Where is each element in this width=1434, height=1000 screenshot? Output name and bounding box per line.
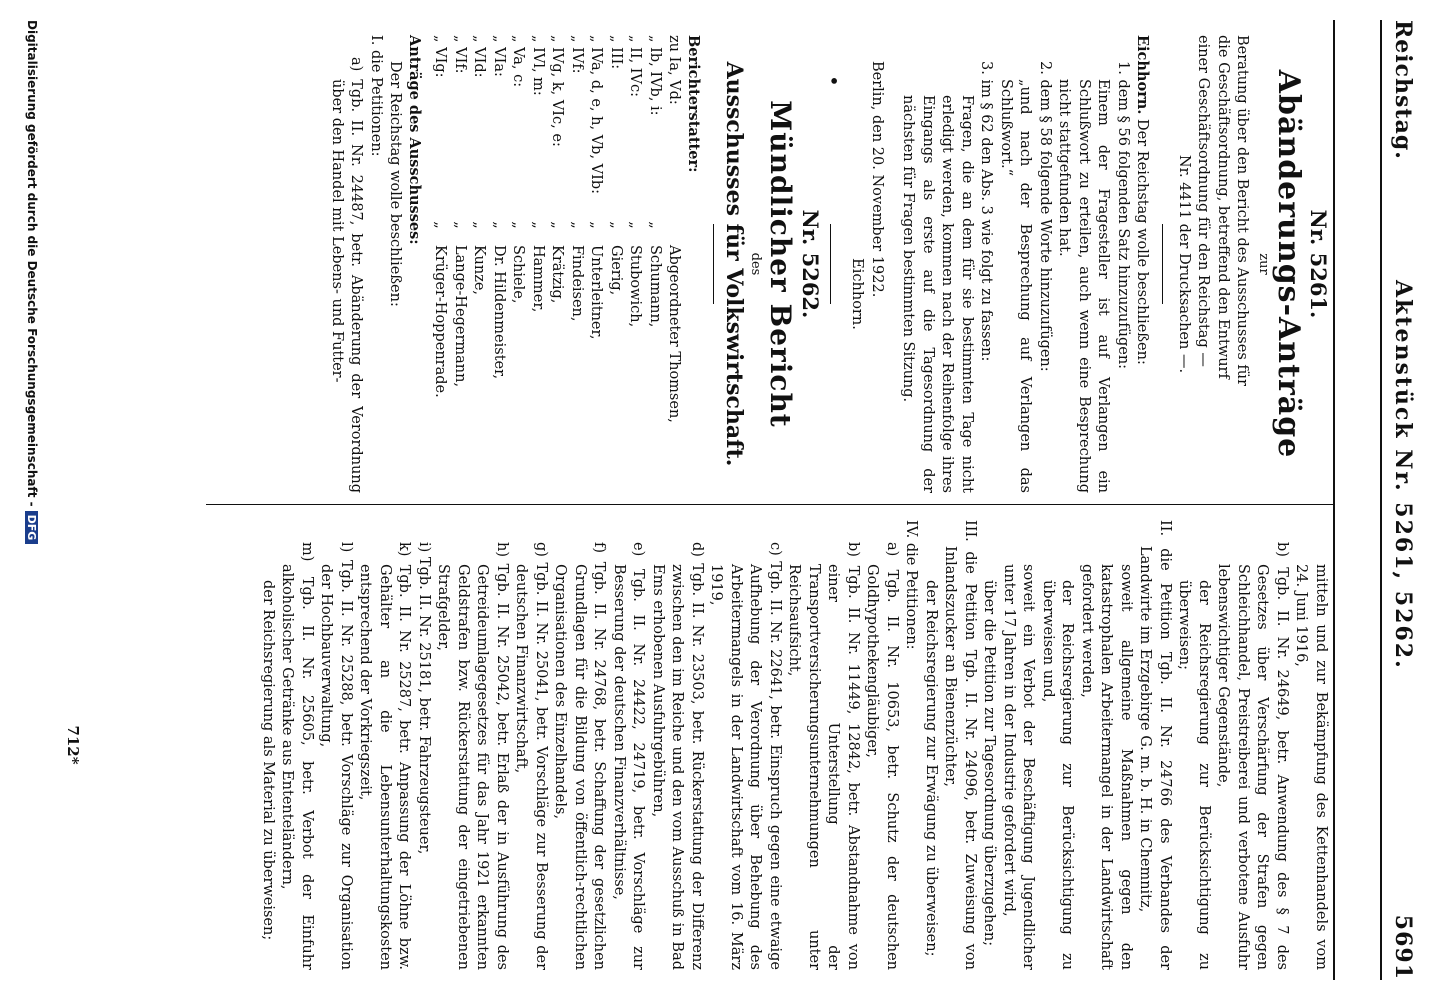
- header-rule-lower: [1333, 20, 1335, 980]
- heading-nr-5262: Nr. 5262.: [798, 209, 823, 319]
- zur-label: zur: [1256, 253, 1271, 275]
- running-head: [1384, 20, 1424, 980]
- petition-Ia: a) Tgb. II. Nr. 24487, betr. Abänderung der Verordnung über den Handel mit Lebens- und Futter-: [329, 57, 365, 493]
- amendment-3-text: Fragen, die an dem für sie bestimmten Tage nicht erledigt werden, kommen nach der Reihenfolge ihres Eingangs als erste auf die Tagesordnung der nächsten für Fragen bestimmten Sitzung.: [900, 95, 975, 493]
- reporter-ditto: „: [588, 221, 605, 229]
- petition-IV-item: m) Tgb. II. Nr. 25605, betr. Verbot der Einfuhr alkoholischer Getränke aus Ententeländern,: [279, 542, 315, 970]
- left-column: [327, 35, 1331, 493]
- page-number-top: 5691: [1390, 914, 1416, 980]
- right-column: [258, 520, 1331, 970]
- section-IV: IV. die Petitionen:: [903, 520, 920, 650]
- table-row: [450, 35, 470, 493]
- reporter-name: Kunze,: [471, 245, 488, 296]
- reporter-scope: „ III:: [608, 35, 624, 70]
- petition-IV-item: k) Tgb. II. Nr. 25287, betr. Anpassung der Löhne bzw. Gehälter an die Lebensunterhaltungskosten entsprechend der Vorkriegszeit,: [357, 542, 413, 970]
- section-II-decision2: über die Petition zur Tagesordnung überzugehen;: [981, 580, 998, 947]
- reporter-name: Krätzig,: [549, 245, 566, 304]
- reporter-ditto: „: [452, 221, 468, 229]
- page-number-bottom: 712*: [64, 725, 82, 765]
- table-row: [547, 35, 567, 493]
- petition-IV-item: i) Tgb. II. Nr. 25181, betr. Fahrzeugsteuer,: [416, 542, 432, 855]
- place-date: Berlin, den 20. November 1922.: [869, 61, 885, 298]
- petition-Ib: b) Tgb. II. Nr. 24649, betr. Anwendung des § 7 des Gesetzes über Verschärfung der Strafen gegen Schleichhandel, Preistreiberei und verbotene Ausfuhr lebenswichtiger Gegenstände,: [1215, 542, 1290, 970]
- reporter-name: Stubowich,: [627, 245, 644, 328]
- running-head-left: Reichstag.: [1390, 20, 1416, 160]
- reporter-scope: „ Va, c:: [510, 35, 527, 88]
- reporter-ditto: „: [608, 221, 624, 229]
- column-divider: [206, 504, 1333, 505]
- reporter-name: Findeisen,: [569, 245, 585, 322]
- petition-IV-item: l) Tgb. II. Nr. 25288, betr. Vorschläge zur Organisation der Hochbauverwaltung,: [318, 542, 354, 970]
- amendment-3: 3. im § 62 den Abs. 3 wie folgt zu fassen:: [978, 61, 995, 362]
- section-I: I. die Petitionen:: [368, 35, 384, 157]
- reporter-name: Krüger-Hoppenrade.: [432, 245, 449, 398]
- section-II: II. die Petition Tgb. II. Nr. 24766 des Verbandes der Landwirte im Erzgebirge G. m. b. H. in Chemnitz,: [1137, 520, 1173, 970]
- reporter-scope: „ IVa, d, e, h, Vb, VIb:: [588, 35, 605, 195]
- petition-IV-item: b) Tgb. II. Nr. 11449, 12842, betr. Abstandnahme von einer Unterstellung der Transportversicherungsunternehmungen unter Reichsaufsicht,: [786, 542, 861, 970]
- table-row: [469, 35, 489, 493]
- petition-Ib-decision: der Reichsregierung zur Berücksichtigung zu überweisen;: [1176, 580, 1212, 970]
- bullet-mark: •: [822, 75, 846, 87]
- dfg-logo: DFG: [25, 511, 38, 545]
- separator: [713, 224, 714, 304]
- eichhorn-text: Der Reichstag wolle beschließen:: [1134, 118, 1151, 365]
- petition-IV-item: d) Tgb. II. Nr. 23503, betr. Rückerstattung der Differenz zwischen den im Reiche und den vom Ausschuß in Bad Ems erhobenen Ausfuhrgebühren,: [650, 542, 705, 970]
- reporter-scope: „ VId:: [471, 35, 488, 78]
- intro-line: Beratung über den Bericht des Ausschusses für: [1234, 35, 1251, 387]
- berichterstatter-head: Berichterstatter:: [685, 35, 702, 173]
- reporter-name: Lange-Hegermann,: [452, 245, 468, 388]
- table-row: [528, 35, 548, 493]
- table-row: [606, 35, 626, 493]
- reporter-scope: „ IVg, k, VIc, e:: [549, 35, 566, 147]
- reporter-name: Schumann,: [647, 245, 663, 328]
- petition-Ia-cont: mitteln und zur Bekämpfung des Kettenhandels vom 24. Juni 1916,: [1293, 564, 1329, 970]
- reporter-ditto: „: [471, 221, 488, 229]
- reporter-ditto: „: [510, 221, 527, 229]
- header-rule: [1380, 20, 1382, 980]
- section-II-part2: soweit ein Verbot der Beschäftigung Jugendlicher unter 17 Jahren in der Industrie gefordert wird,: [1001, 564, 1037, 970]
- section-II-decision1: der Reichsregierung zur Berücksichtigung zu überweisen und,: [1040, 580, 1076, 970]
- reporter-name: Gierig,: [608, 245, 624, 296]
- amendment-1: 1. dem § 56 folgenden Satz hinzuzufügen:: [1115, 61, 1131, 370]
- reporter-name: Abgeordneter Thomsen,: [666, 245, 683, 423]
- amendment-2: 2. dem § 58 folgende Worte hinzuzufügen:: [1037, 61, 1053, 372]
- subtitle-ausschuss: Ausschusses für Volkswirtschaft.: [721, 61, 748, 467]
- reporter-ditto: „: [647, 221, 663, 229]
- reporter-scope: „ Ib, IVb, i:: [647, 35, 663, 116]
- intro-line: die Geschäftsordnung, betreffend den Entwurf: [1215, 35, 1231, 379]
- petition-IV-item: c) Tgb. II. Nr. 22641, betr. Einspruch gegen eine etwaige Aufhebung der Verordnung über Behebung des Arbeitermangels in der Landwirtschaft vom 16. März 1919,: [708, 542, 783, 970]
- eichhorn-head: Eichhorn.: [1134, 35, 1152, 115]
- reporter-ditto: „: [432, 221, 449, 229]
- reporter-scope: „ VIf:: [452, 35, 468, 74]
- reporter-name: Unterleitner,: [588, 245, 605, 340]
- section-III: III. die Petition Tgb. II. Nr. 24096, betr. Zuweisung von Inlandszucker an Bienenzüchter,: [942, 520, 978, 970]
- reporter-name: Hammer,: [530, 245, 546, 313]
- reporter-ditto: „: [549, 221, 566, 229]
- separator: [830, 224, 831, 304]
- reporters-table: [430, 35, 684, 493]
- amendment-2-text: „und nach der Besprechung auf Verlangen das Schlußwort.“: [998, 79, 1034, 493]
- table-row: [586, 35, 606, 493]
- reporter-scope: „ IVl, m:: [530, 35, 546, 96]
- table-row: [625, 35, 645, 493]
- beschluss-text: Der Reichstag wolle beschließen:: [387, 61, 404, 307]
- signature: Eichhorn.: [849, 258, 866, 330]
- petition-IV-item: a) Tgb. II. Nr. 10653, betr. Schutz der deutschen Goldhypothekengläubiger,: [864, 542, 900, 970]
- table-row: [489, 35, 509, 493]
- reporter-ditto: „: [491, 221, 507, 229]
- reporter-scope: „ VIa:: [491, 35, 507, 77]
- des-label: des: [748, 252, 763, 276]
- title-abaenderungs-antraege: Abänderungs-Anträge: [1271, 69, 1307, 459]
- section-II-part1: soweit allgemeine Maßnahmen gegen den katastrophalen Arbeitermangel in der Landwirtschaft gefordert werden,: [1079, 564, 1134, 970]
- table-row: [645, 35, 665, 493]
- title-muendlicher-bericht: Mündlicher Bericht: [764, 100, 798, 428]
- reporter-ditto: [664, 205, 684, 245]
- intro-line: Nr. 4411 der Drucksachen —.: [1176, 154, 1192, 374]
- reporter-ditto: „: [569, 221, 585, 229]
- running-head-center: Aktenstück Nr. 5261, 5262.: [1390, 280, 1416, 670]
- reporter-scope: „ II, IVc:: [627, 35, 644, 98]
- reporter-ditto: „: [530, 221, 546, 229]
- section-IV-decision: der Reichsregierung als Material zu überweisen;: [260, 580, 276, 941]
- table-row: [567, 35, 587, 493]
- table-row: [430, 35, 450, 493]
- table-row: [508, 35, 528, 493]
- digitization-footer: [25, 20, 39, 920]
- petition-IV-item: e) Tgb. II. Nr. 24422, 24719, betr. Vorschläge zur Besserung der deutschen Finanzverhältnisse,: [611, 542, 647, 970]
- footer-text: Digitalisierung gefördert durch die Deutsche Forschungsgemeinschaft -: [25, 20, 39, 507]
- reporter-name: Schiele,: [510, 245, 527, 304]
- petition-IV-item: h) Tgb. II. Nr. 25042, betr. Erlaß der in Ausführung des Getreideumlagegesetzes für das Jahr 1921 erkannten Geldstrafen bzw. Rückerstattung der eingetriebenen Strafgelder,: [435, 542, 510, 970]
- reporter-ditto: „: [627, 221, 644, 229]
- amendment-1-text: Einem der Fragesteller ist auf Verlangen ein Schlußwort zu erteilen, auch wenn eine Besprechung nicht stattgefunden hat.: [1056, 79, 1112, 493]
- reporter-scope: „ VIg:: [432, 35, 449, 78]
- petition-IV-item: g) Tgb. II. Nr. 25041, betr. Vorschläge zur Besserung der deutschen Finanzwirtschaft,: [513, 542, 549, 970]
- reporter-scope: „ IVf:: [569, 35, 585, 74]
- section-III-decision: der Reichsregierung zur Erwägung zu überweisen;: [923, 580, 939, 957]
- antraege-head: Anträge des Ausschusses:: [406, 35, 423, 245]
- separator: [1163, 224, 1164, 304]
- table-row: [664, 35, 684, 493]
- reporter-scope: zu Ia, Vd:: [666, 35, 683, 105]
- reporter-name: Dr. Hildenmeister,: [491, 245, 507, 380]
- petition-IV-item: f) Tgb. II. Nr. 24768, betr. Schaffung der gesetzlichen Grundlagen für die Bildung von öffentlich-rechtlichen Organisationen des Einzelhandels,: [552, 542, 608, 970]
- intro-line: einer Geschäftsordnung für den Reichstag —: [1195, 35, 1212, 367]
- heading-nr-5261: Nr. 5261.: [1306, 209, 1331, 319]
